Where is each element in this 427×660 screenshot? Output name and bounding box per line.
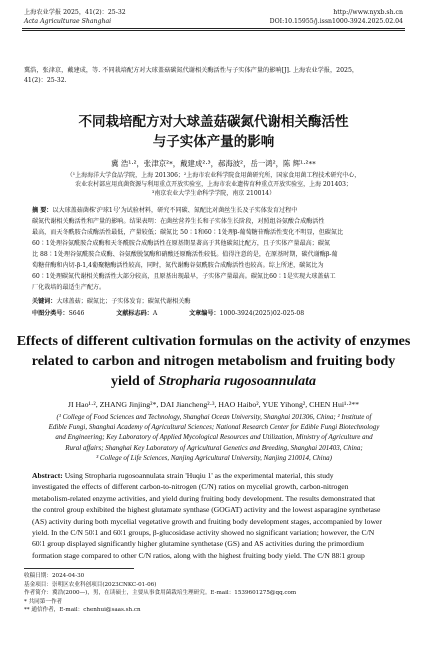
footnote-corresponding: ** 通信作者，E-mail：chenhui@saas.sh.cn xyxy=(24,607,141,614)
classification-line xyxy=(32,308,396,319)
doi[interactable]: DOI:10.15955/j.issn1000-3924.2025.02.04 xyxy=(269,18,403,25)
abstract-cn-line: 60∶1处理谷氨酰胺合成酶和天冬酰胺合成酶活性在原基期显著高于其他碳氮比配方，且子实体产量最高；碳氮 xyxy=(32,240,331,247)
abstract-cn xyxy=(32,205,396,293)
header-rule-secondary xyxy=(22,30,405,31)
abstract-cn-line: 厂化栽培的最适生产配方。 xyxy=(32,284,106,291)
journal-url[interactable]: http://www.nyxb.sh.cn xyxy=(333,9,403,16)
title-cn-line: 与子实体产量的影响 xyxy=(152,134,275,150)
abstract-en-line: investigated the effects of different carbon-to-nitrogen (C/N) ratios on mycelial growth, carbon-nitrogen xyxy=(32,482,349,492)
abstract-en xyxy=(32,470,396,561)
journal-name-en: Acta Agriculturae Shanghai xyxy=(24,18,112,25)
title-en-line: related to carbon and nitrogen metabolism and fruiting body xyxy=(31,354,396,369)
footnote-author: 作者简介：冀浩(2000—)，男，在读硕士，主要从事食用菌栽培生理研究。E-mail：1539601275@qq.com xyxy=(24,590,297,597)
abstract-cn-label: 摘 要： xyxy=(32,207,53,214)
keywords-cn-text: 大球盖菇；碳氮比；子实体发育；碳氮代谢相关酶 xyxy=(56,298,191,305)
code-label: 文献标志码： xyxy=(116,310,153,317)
abstract-en-line: yield. In the C/N 50∶1 and 60∶1 groups, β-glucosidase activity showed no significant variation; however, the C/N xyxy=(32,528,375,538)
affiliation-line: ³南京农业大学生命科学学院，南京 210014） xyxy=(151,190,276,197)
affiliations-en xyxy=(24,412,404,463)
citation-line: 冀浩，张津京，戴建成，等. 不同栽培配方对大球盖菇碳氮代谢相关酶活性与子实体产量的影响[J]. 上海农业学报，2025， xyxy=(24,67,359,74)
title-en-line xyxy=(0,372,427,391)
affiliation-line: 农业农村部应用真菌资源与利用重点开放实验室，上海市农业遗传育种重点开放实验室，上海 201403； xyxy=(75,181,352,188)
abstract-en-label: Abstract: xyxy=(32,471,63,480)
article-label: 文章编号： xyxy=(189,310,220,317)
clc-label: 中图分类号： xyxy=(32,310,69,317)
affiliation-en-line: Edible Fungi, Shanghai Academy of Agricultural Sciences; National Research Center for Edible Fungi Biotechnology xyxy=(48,423,380,432)
footnote-fund: 基金项目：崇明区农业科创项目(2023CNKC-01-06) xyxy=(24,581,157,588)
citation xyxy=(24,66,404,86)
abstract-en-line: (AS) activity during both mycelial vegetative growth and fruiting body development stages, accompanied by lower xyxy=(32,516,382,526)
authors-en: JI Hao¹·², ZHANG Jinjing²*, DAI Jiancheng²·³, HAO Haibo², YUE Yihong², CHEN Hui¹·²** xyxy=(67,400,360,409)
affiliations-cn xyxy=(0,171,427,198)
abstract-cn-line: 以大球盖菇菌株'沪球1号'为试验材料，研究不同碳、氮配比对菌丝生长及子实体发育过程中 xyxy=(52,207,298,214)
abstract-en-line: Using Stropharia rugosoannulata strain 'Huqiu 1' as the experimental material, this study xyxy=(64,471,334,480)
clc-value: S646 xyxy=(68,310,85,317)
affiliation-line: （¹上海海洋大学食品学院，上海 201306；²上海市农业科学院食用菌研究所，国家食用菌工程技术研究中心， xyxy=(66,172,361,179)
footnotes xyxy=(24,572,404,615)
abstract-en-line: metabolism-related enzyme activities, and yield during fruiting body development. The results demonstrated that xyxy=(32,493,376,503)
affiliation-en-line: Rural affairs; Shanghai Key Laboratory of Agricultural Genetics and Breeding, Shanghai 201403, China; xyxy=(65,443,363,452)
code-value: A xyxy=(152,310,158,317)
affiliation-en-line: ³ College of Life Sciences, Nanjing Agricultural University, Nanjing 210014, China) xyxy=(96,453,332,462)
abstract-cn-line: 碳氮代谢相关酶活性和产量的影响。结果表明：在菌丝营养生长和子实体生长阶段，对照组谷氨酸合成酶活性 xyxy=(32,218,325,225)
abstract-en-line: 60∶1 group displayed significantly higher glutamine synthetase (GS) and AS activities during the primordium xyxy=(32,539,365,549)
abstract-en-line: formation stage compared to other C/N ratios, along with the highest fruiting body yield. The C/N 88∶1 group xyxy=(32,550,365,560)
affiliation-en-line: (¹ College of Food Sciences and Technology, Shanghai Ocean University, Shanghai 201306, China; ² Institute of xyxy=(56,413,372,421)
abstract-cn-line: 最高，而天冬酰胺合成酶活性最低，产量较低；碳氮比 50∶1和60∶1处理β-葡萄糖苷酶活性变化不明显，但碳氮比 xyxy=(32,229,344,236)
abstract-cn-line: 60∶1处理碳氮代谢相关酶活性大部分较高，且原基出现最早，子实体产量最高。碳氮比60∶1是实现大球盖菇工 xyxy=(32,273,336,280)
footnote-received: 收稿日期：2024-04-30 xyxy=(24,573,85,579)
title-en-prefix: yield of xyxy=(110,374,159,389)
citation-line: 41(2)：25-32. xyxy=(24,77,67,84)
footnote-equal: * 共同第一作者 xyxy=(24,598,63,605)
abstract-cn-line: 比 88∶1处理谷氨酰胺合成酶、谷氨酸脱氢酶和硝酸还原酶活性较低。值得注意的是，在原基时期，碳代谢酶β-葡 xyxy=(32,251,338,258)
affiliation-en-line: and Engineering; Key Laboratory of Applied Mycological Resources and Utilization, Ministry of Agriculture and xyxy=(55,433,373,442)
authors-cn: 冀 浩¹·²，张津京²*，戴建成²·³，郝海波²，岳一鸿²，陈 辉¹·²** xyxy=(111,159,316,168)
footnote-rule xyxy=(24,568,134,569)
header-rule xyxy=(22,28,405,29)
title-cn-line: 不同栽培配方对大球盖菇碳氮代谢相关酶活性 xyxy=(78,114,349,130)
keywords-cn-label: 关键词： xyxy=(32,298,57,305)
title-en-species: Stropharia rugosoannulata xyxy=(158,374,317,389)
article-value: 1000-3924(2025)02-025-08 xyxy=(219,310,305,317)
journal-name-cn: 上海农业学报 2025，41(2)：25-32 xyxy=(24,9,126,16)
abstract-en-line: the control group exhibited the highest glutamate synthase (GOGAT) activity and the lowest asparagine synthetase xyxy=(32,505,381,515)
keywords-cn xyxy=(32,296,396,307)
abstract-cn-line: 萄糖苷酶和内切-β-1,4葡聚糖酶活性较高，同时，氮代谢酶谷氨酰胺合成酶活性也较高。综上所述，碳氮比为 xyxy=(32,262,324,269)
title-en-line: Effects of different cultivation formulas on the activity of enzymes xyxy=(16,334,411,349)
